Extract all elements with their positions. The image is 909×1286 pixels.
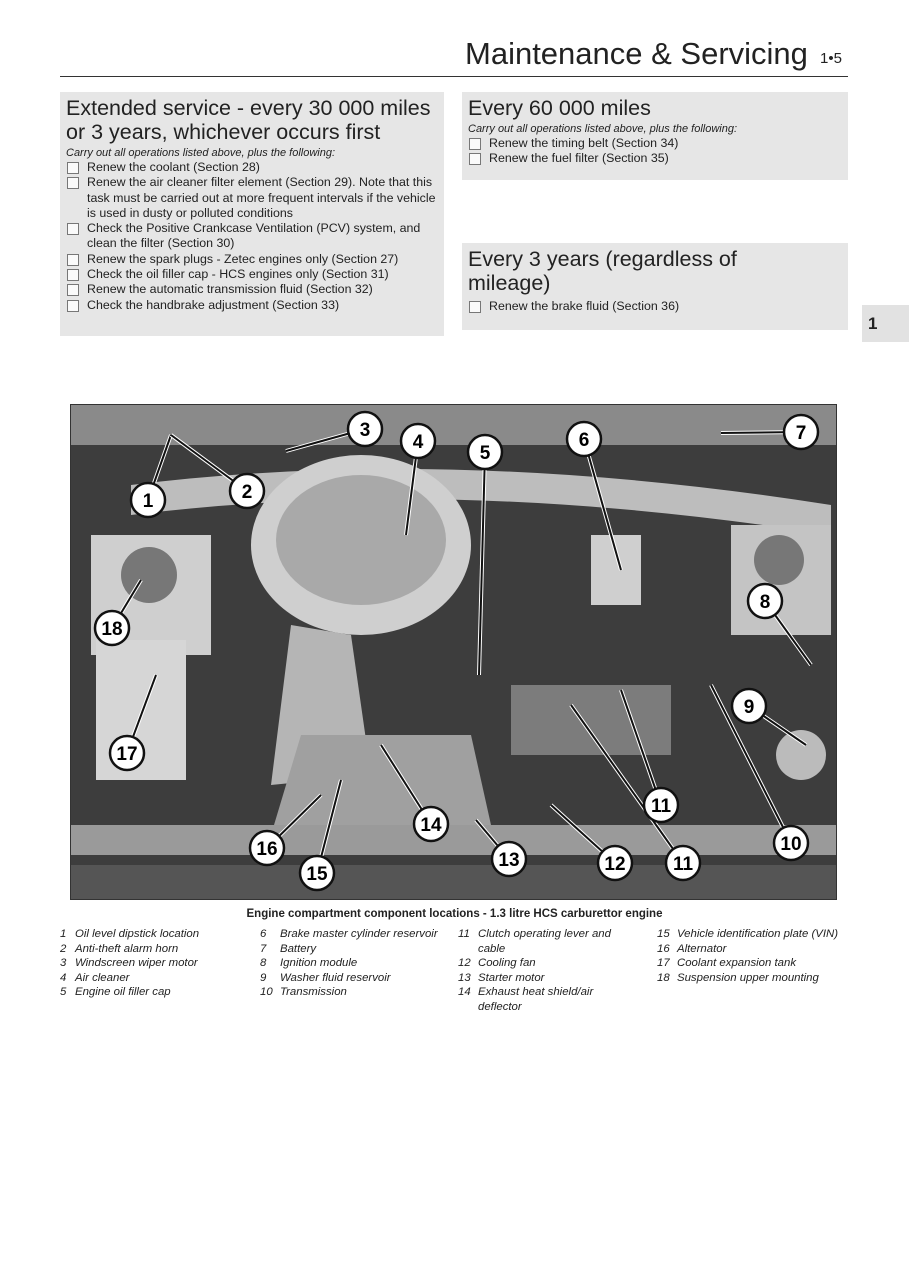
legend-number: 6 — [260, 928, 267, 940]
callout-number: 10 — [780, 834, 802, 855]
sixty-checklist — [468, 136, 842, 167]
callout-number: 11 — [650, 796, 672, 817]
chapter-tab: 1 — [862, 305, 909, 342]
legend-item — [657, 942, 847, 957]
checklist-item: Check the oil filler cap - HCS engines only (Section 31) — [66, 267, 438, 282]
header-rule — [60, 76, 848, 77]
extended-service-box — [60, 92, 444, 336]
legend-number: 7 — [260, 942, 267, 955]
legend-item — [260, 927, 455, 942]
checkbox[interactable] — [67, 162, 79, 174]
legend-number: 8 — [260, 957, 267, 970]
legend-number: 11 — [458, 928, 470, 940]
sixty-title: Every 60 000 miles — [468, 96, 651, 120]
legend-label: Clutch operating lever and cable — [478, 928, 611, 955]
checkbox[interactable] — [67, 269, 79, 281]
checklist-item: Renew the air cleaner filter element (Section 29). Note that this task must be carried out at more frequent intervals if the vehicle is used in dusty or polluted conditions — [66, 175, 438, 221]
legend-label: Brake master cylinder reservoir — [280, 928, 438, 940]
callout-number: 18 — [101, 619, 123, 640]
three-years-box — [462, 243, 848, 330]
callout-number: 4 — [412, 432, 424, 453]
legend-number: 18 — [657, 971, 670, 984]
callout-number: 1 — [142, 491, 154, 512]
legend-number: 5 — [60, 986, 67, 999]
legend-item — [657, 971, 847, 986]
callout-number: 14 — [420, 815, 442, 836]
legend-number: 12 — [458, 957, 471, 970]
legend-label: Oil level dipstick location — [75, 928, 200, 940]
legend-column-1 — [60, 927, 255, 1000]
legend-number: 9 — [260, 971, 267, 984]
legend-label: Washer fluid reservoir — [280, 971, 391, 984]
engine-compartment-photo — [70, 404, 837, 900]
checkbox[interactable] — [67, 284, 79, 296]
checklist-item: Renew the brake fluid (Section 36) — [468, 299, 842, 314]
legend-number: 16 — [657, 942, 670, 955]
legend-label: Battery — [280, 942, 317, 955]
callout-number: 13 — [498, 850, 520, 871]
legend-number: 2 — [60, 942, 67, 955]
legend-item — [60, 956, 255, 971]
legend-number: 15 — [657, 928, 670, 940]
legend-label: Transmission — [280, 986, 347, 999]
callout-number: 8 — [759, 592, 771, 613]
sixty-intro: Carry out all operations listed above, plus the following: — [468, 123, 738, 135]
legend-item — [260, 985, 455, 1000]
extended-service-title: Extended service - every 30 000 miles or 3 years, whichever occurs first — [66, 96, 431, 144]
checkbox[interactable] — [67, 254, 79, 266]
checklist-item: Renew the automatic transmission fluid (Section 32) — [66, 282, 438, 297]
three-years-title: Every 3 years (regardless of mileage) — [468, 247, 737, 295]
legend-label: Suspension upper mounting — [677, 971, 819, 984]
engine-photo-illustration — [71, 405, 836, 899]
checkbox[interactable] — [469, 138, 481, 150]
checklist-item: Renew the spark plugs - Zetec engines only (Section 27) — [66, 252, 438, 267]
checklist-item: Renew the fuel filter (Section 35) — [468, 151, 842, 166]
legend-number: 10 — [260, 986, 273, 999]
callout-number: 12 — [604, 854, 626, 875]
callout-number: 5 — [479, 443, 491, 464]
legend-number: 13 — [458, 971, 471, 984]
legend-label: Anti-theft alarm horn — [75, 942, 179, 955]
page-number: 1•5 — [820, 50, 842, 67]
legend-item — [60, 985, 255, 1000]
callout-number: 7 — [795, 423, 807, 444]
legend-column-3 — [458, 927, 638, 1015]
legend-item — [260, 942, 455, 957]
callout-number: 2 — [241, 482, 253, 503]
legend-item — [657, 956, 847, 971]
legend-label: Starter motor — [478, 971, 545, 984]
extended-checklist — [66, 160, 438, 313]
callout-number: 17 — [116, 744, 138, 765]
legend-label: Engine oil filler cap — [75, 986, 171, 999]
legend-label: Windscreen wiper motor — [75, 957, 198, 970]
legend-item — [60, 927, 255, 942]
checkbox[interactable] — [67, 223, 79, 235]
callout-number: 6 — [578, 430, 590, 451]
legend-label: Exhaust heat shield/air deflector — [478, 986, 594, 1013]
legend-item — [458, 985, 638, 1014]
checkbox[interactable] — [67, 177, 79, 189]
page-title: Maintenance & Servicing — [465, 36, 808, 71]
legend-item — [60, 942, 255, 957]
checkbox[interactable] — [469, 153, 481, 165]
legend-column-4 — [657, 927, 847, 985]
callout-number: 11 — [672, 854, 694, 875]
legend-number: 3 — [60, 957, 67, 970]
legend-label: Air cleaner — [75, 971, 130, 984]
legend-item — [458, 971, 638, 986]
legend-number: 4 — [60, 971, 67, 984]
legend-number: 1 — [60, 928, 67, 940]
checklist-item: Check the Positive Crankcase Ventilation (PCV) system, and clean the filter (Section 30) — [66, 221, 438, 252]
legend-column-2 — [260, 927, 455, 1000]
callout-number: 3 — [359, 420, 371, 441]
legend-item — [260, 956, 455, 971]
figure-caption: Engine compartment component locations - 1.3 litre HCS carburettor engine — [246, 908, 663, 920]
legend-item — [260, 971, 455, 986]
legend-number: 14 — [458, 986, 471, 999]
callout-number: 9 — [743, 697, 755, 718]
extended-intro: Carry out all operations listed above, plus the following: — [66, 147, 336, 159]
legend-item — [458, 956, 638, 971]
legend-label: Ignition module — [280, 957, 358, 970]
three-checklist — [468, 299, 842, 314]
legend-item — [657, 927, 847, 942]
checklist-item: Renew the timing belt (Section 34) — [468, 136, 842, 151]
legend-label: Vehicle identification plate (VIN) — [677, 928, 839, 940]
checklist-item: Check the handbrake adjustment (Section 33) — [66, 298, 438, 313]
callout-number: 16 — [256, 839, 278, 860]
sixty-thousand-box — [462, 92, 848, 180]
checkbox[interactable] — [469, 301, 481, 313]
legend-label: Alternator — [677, 942, 727, 955]
callout-number: 15 — [306, 864, 328, 885]
checkbox[interactable] — [67, 300, 79, 312]
checklist-item: Renew the coolant (Section 28) — [66, 160, 438, 175]
legend-label: Cooling fan — [478, 957, 536, 970]
legend-item — [60, 971, 255, 986]
legend-label: Coolant expansion tank — [677, 957, 797, 970]
legend-number: 17 — [657, 957, 670, 970]
legend-item — [458, 927, 638, 956]
